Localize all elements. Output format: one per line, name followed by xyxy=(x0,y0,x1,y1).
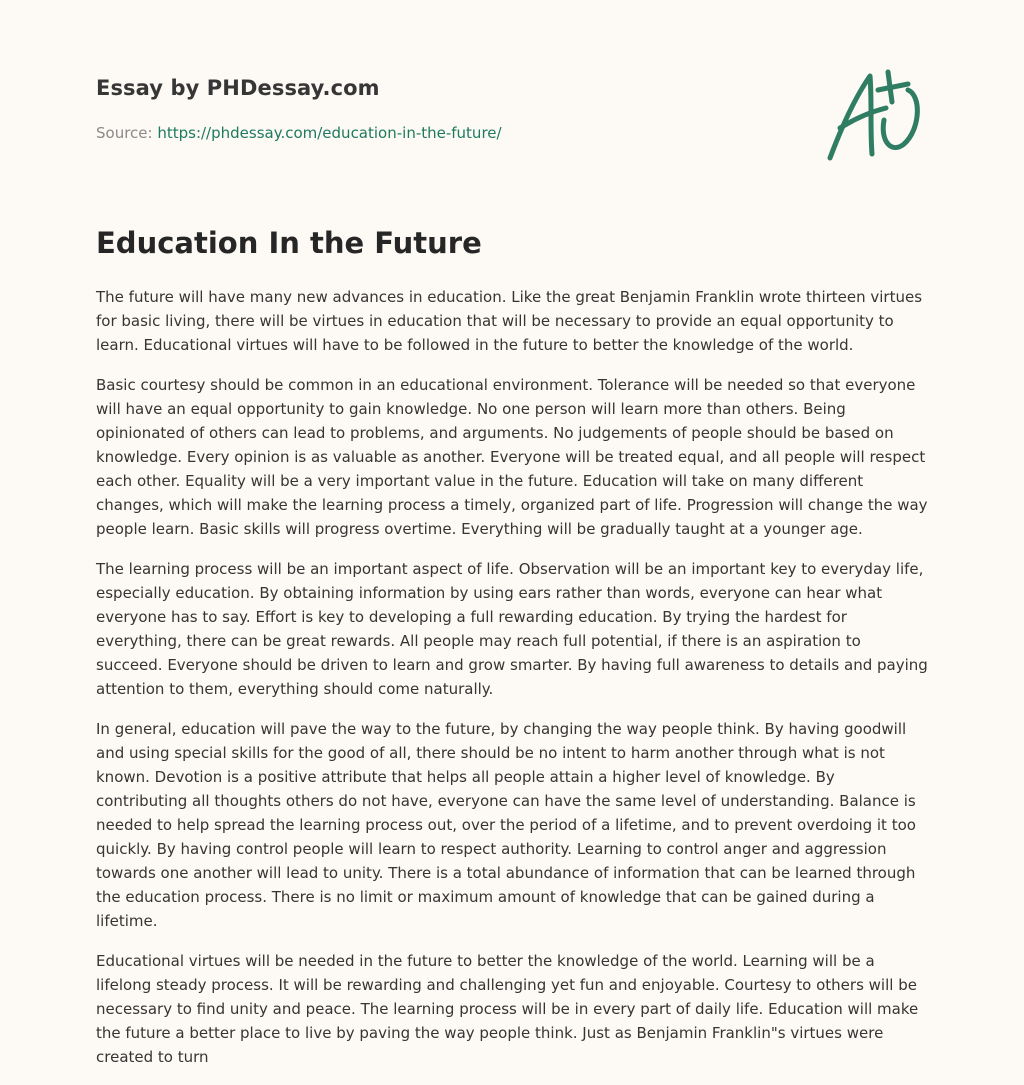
source-label: Source: xyxy=(96,124,158,142)
a-plus-logo-icon xyxy=(826,68,926,164)
essay-body xyxy=(96,285,930,1085)
source-link[interactable]: https://phdessay.com/education-in-the-future/ xyxy=(157,124,502,142)
essay-paragraph: Basic courtesy should be common in an educational environment. Tolerance will be needed so that everyone will have an equal opportunity to gain knowledge. No one person will learn more than others. Being opinionated of others can lead to problems, and arguments. No judgements of people should be based on knowledge. Every opinion is as valuable as another. Everyone will be treated equal, and all people will respect each other. Equality will be a very important value in the future. Education will take on many different changes, which will make the learning process a timely, organized part of life. Progression will change the way people learn. Basic skills will progress overtime. Everything will be gradually taught at a younger age. xyxy=(96,376,928,538)
essay-paragraph: In general, education will pave the way to the future, by changing the way people think. By having goodwill and using special skills for the good of all, there should be no intent to harm another through what is not known. Devotion is a positive attribute that helps all people attain a higher level of knowledge. By contributing all thoughts others do not have, everyone can have the same level of understanding. Balance is needed to help spread the learning process out, over the period of a lifetime, and to prevent overdoing it too quickly. By having control people will learn to respect authority. Learning to control anger and aggression towards one another will lead to unity. There is a total abundance of information that can be learned through the education process. There is no limit or maximum amount of knowledge that can be gained during a lifetime. xyxy=(96,720,916,930)
essay-paragraph: Educational virtues will be needed in the future to better the knowledge of the world. Learning will be a lifelong steady process. It will be rewarding and challenging yet fun and enjoyable. Courtesy to others will be necessary to find unity and peace. The learning process will be in every part of daily life. Education will make the future a better place to live by paving the way people think. Just as Benjamin Franklin"s virtues were created to turn xyxy=(96,952,919,1066)
essay-paragraph: The future will have many new advances in education. Like the great Benjamin Franklin wrote thirteen virtues for basic living, there will be virtues in education that will be necessary to provide an equal opportunity to learn. Educational virtues will have to be followed in the future to better the knowledge of the world. xyxy=(96,288,923,354)
essay-title: Education In the Future xyxy=(96,226,482,260)
site-brand: Essay by PHDessay.com xyxy=(96,76,380,100)
essay-paragraph: The learning process will be an important aspect of life. Observation will be an important key to everyday life, especially education. By obtaining information by using ears rather than words, everyone can hear what everyone has to say. Effort is key to developing a full rewarding education. By trying the hardest for everything, there can be great rewards. All people may reach full potential, if there is an aspiration to succeed. Everyone should be driven to learn and grow smarter. By having full awareness to details and paying attention to them, everything should come naturally. xyxy=(96,560,928,698)
source-line xyxy=(96,124,502,142)
